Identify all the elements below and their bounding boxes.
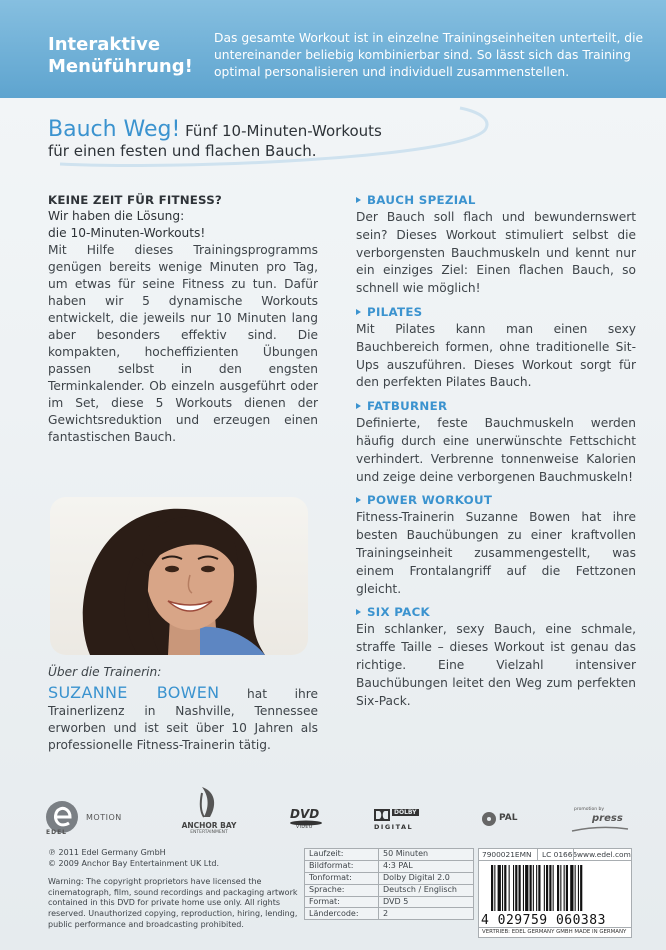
section-power-workout [356, 492, 636, 598]
barcode-bar [578, 865, 579, 911]
barcode-bar [553, 865, 554, 911]
barcode-bar [549, 865, 551, 911]
table-row: Ländercode: 2 [305, 908, 474, 920]
press-small-text: promotion by [574, 807, 605, 812]
barcode-bar [564, 865, 565, 911]
dolby-digital-logo [374, 809, 428, 833]
header-title-line2: Menüführung! [48, 56, 193, 77]
barcode-bar [513, 865, 514, 911]
barcode-bar [533, 865, 534, 911]
barcode-bar [515, 865, 517, 911]
barcode-bar [491, 865, 493, 911]
barcode-bar [580, 865, 582, 911]
edel-text: EDEL [46, 829, 68, 836]
trainer-portrait-illustration [50, 497, 308, 655]
barcode-bar [570, 865, 573, 911]
barcode-bar [546, 865, 548, 911]
section-heading: FATBURNER [367, 399, 448, 414]
dolby-text: DOLBY [394, 809, 417, 816]
arrow-right-icon [356, 309, 361, 315]
arrow-right-icon [356, 403, 361, 409]
barcode-bar [566, 865, 568, 911]
barcode-bar [538, 865, 540, 911]
arrow-right-icon [356, 497, 361, 503]
section-heading: POWER WORKOUT [367, 493, 493, 508]
logo-strip [44, 785, 644, 845]
barcode-box [478, 848, 632, 938]
pal-logo [482, 811, 522, 829]
table-row: Sprache: Deutsch / Englisch [305, 884, 474, 896]
main-title [48, 117, 468, 161]
barcode-bar [530, 865, 532, 911]
trainer-bio [48, 684, 318, 754]
barcode-bar [575, 865, 576, 911]
label-code: LC 01666 [537, 849, 577, 860]
barcode-bar [525, 865, 528, 911]
table-row: Tonformat: Dolby Digital 2.0 [305, 872, 474, 884]
section-six-pack [356, 604, 636, 710]
trainer-text: hat ihre Trainerlizenz in Nashville, Tennessee erworben und ist seit über 10 Jahren als professionelle Fitness-Trainerin tätig. [48, 687, 318, 752]
workouts-column [356, 192, 636, 716]
trainer-photo [50, 497, 308, 655]
press-text: press [592, 813, 623, 824]
dvd-sub: VIDEO [296, 825, 313, 830]
barcode-bar [509, 865, 510, 911]
intro-heading: KEINE ZEIT FÜR FITNESS? [48, 193, 222, 207]
edel-motion-logo [44, 797, 136, 837]
section-heading: SIX PACK [367, 605, 430, 620]
title-brand: Bauch Weg! [48, 117, 181, 142]
copyright-line2: © 2009 Anchor Bay Entertainment UK Ltd. [48, 858, 219, 868]
section-text: Der Bauch soll flach und bewundernswert sein? Dieses Workout stimuliert selbst die verborgensten Bauchmuskeln und kennt nur ein einziges Ziel: Einen flachen Bauch, so schnell wie möglich! [356, 210, 636, 296]
section-pilates [356, 304, 636, 392]
section-heading: BAUCH SPEZIAL [367, 193, 476, 207]
barcode-bar [544, 865, 545, 911]
dvd-text: DVD [290, 807, 320, 821]
arrow-right-icon [356, 609, 361, 615]
barcode-bar [519, 865, 521, 911]
table-row: Bildformat: 4:3 PAL [305, 860, 474, 872]
press-logo [566, 807, 636, 835]
section-text: Mit Pilates kann man einen sexy Bauchbereich formen, ohne traditionelle Sit-Ups auszuführen. Dieses Workout sorgt für den perfekten Pilates Bauch. [356, 321, 636, 390]
barcode-bar [560, 865, 561, 911]
section-text: Ein schlanker, sexy Bauch, eine schmale, straffe Taille – dieses Workout ist genau das richtige. Eine Vielzahl intensiver Bauchübungen leitet den Weg zum perfekten Six-Pack. [356, 622, 636, 708]
trainer-name: SUZANNE BOWEN [48, 683, 220, 702]
trainer-label: Über die Trainerin: [48, 665, 162, 679]
arrow-right-icon [356, 197, 361, 203]
barcode-bar [523, 865, 524, 911]
warning-text: Warning: The copyright proprietors have licensed the cinematograph, film, sound recordings and packaging artwork contained in this DVD for private home use only. All rights reserved. Unauthorized copying, reproduction, hiring, lending, public performance and broadcasting prohibited. [48, 877, 298, 929]
table-row: Laufzeit: 50 Minuten [305, 849, 474, 861]
header-title [48, 34, 208, 78]
region-disc-icon [482, 812, 496, 826]
barcode-bar [494, 865, 495, 911]
anchor-bay-sail-icon [188, 785, 228, 819]
section-fatburner [356, 398, 636, 486]
anchor-bay-logo [178, 785, 238, 841]
dolby-dd-icon [374, 809, 390, 821]
barcode-footer: VERTRIEB: EDEL GERMANY GMBH MADE IN GERMANY [479, 927, 631, 937]
table-row: Format: DVD 5 [305, 896, 474, 908]
barcode-bar [502, 865, 503, 911]
title-line2: für einen festen und flachen Bauch. [48, 142, 317, 160]
website-url: www.edel.com [573, 849, 631, 860]
barcode-bar [504, 865, 506, 911]
barcode-bar [557, 865, 559, 911]
section-text: Definierte, feste Bauchmuskeln werden häufig durch eine unerwünschte Fettschicht verhindert. Verbrenne tonnenweise Kalorien und zeige deine verborgenen Bauchmuskeln! [356, 416, 636, 484]
spec-table [304, 848, 474, 920]
intro-sub1: Wir haben die Lösung: [48, 209, 185, 223]
motion-text: MOTION [86, 813, 122, 822]
press-swoosh-icon [570, 825, 630, 835]
header-title-line1: Interaktive [48, 34, 161, 55]
dolby-sub: DIGITAL [374, 823, 414, 831]
header-band [0, 0, 666, 98]
legal-text [48, 848, 298, 930]
section-bauch-spezial [356, 192, 636, 298]
header-text: Das gesamte Workout ist in einzelne Trainingseinheiten unterteilt, die untereinander beliebig kombinierbar sind. So lässt sich das Training optimal personalisieren und individuell zusammenstellen. [214, 31, 644, 79]
barcode-header [479, 849, 631, 861]
pal-text: PAL [499, 813, 518, 823]
anchor-bay-sub: ENTERTAINMENT [190, 830, 228, 835]
barcode-bar [498, 865, 501, 911]
section-text: Fitness-Trainerin Suzanne Bowen hat ihre besten Bauchübungen zu einer kraftvollen Trainingseinheit zusammengestellt, was einem Frontalangriff auf die Fettzonen gleicht. [356, 510, 636, 596]
barcode-digits: 4 029759 060383 [481, 913, 606, 928]
copyright-line1: ℗ 2011 Edel Germany GmbH [48, 848, 166, 857]
section-heading: PILATES [367, 304, 423, 319]
title-line1: Fünf 10-Minuten-Workouts [185, 122, 382, 140]
anchor-bay-text: ANCHOR BAY [181, 821, 237, 830]
intro-body: Mit Hilfe dieses Trainingsprogramms genügen bereits wenige Minuten pro Tag, um etwas für seine Fitness zu tun. Dafür haben wir 5 dynamische Workouts entwickelt, die jeweils nur 10 Minuten lang aber besonders effektiv sind. Die kompakten, hocheffizienten Übungen passen selbst in den engsten Terminkalender. Ob einzeln ausgeführt oder im Set, diese 5 Workouts dienen der Gewichtsreduktion und erzeugen einen fantastischen Bauch. [48, 243, 318, 444]
dvd-video-logo [290, 807, 326, 833]
barcode-bar [536, 865, 537, 911]
intro-sub2: die 10-Minuten-Workouts! [48, 226, 206, 240]
catalog-number: 7900021EMN [482, 850, 532, 859]
intro-column [48, 192, 318, 446]
barcode-bars [481, 863, 631, 913]
